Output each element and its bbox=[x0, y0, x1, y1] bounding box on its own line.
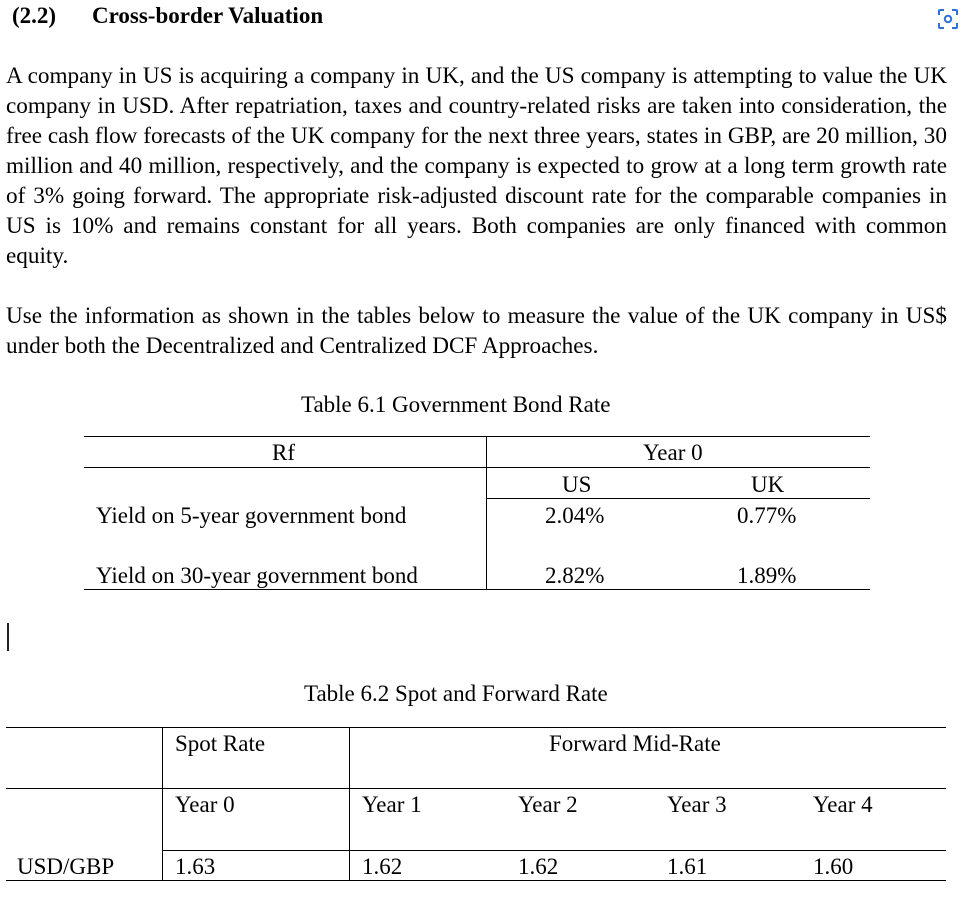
table2-spot-header: Spot Rate bbox=[175, 731, 266, 756]
table2-forward-header: Forward Mid-Rate bbox=[549, 731, 721, 756]
table2-cell: 1.63 bbox=[175, 854, 216, 879]
table1-cell: 2.04% bbox=[545, 503, 605, 528]
table2-label-divider bbox=[162, 727, 163, 881]
table2-year-header: Year 1 bbox=[362, 792, 422, 817]
table2-year-header: Year 4 bbox=[813, 792, 873, 817]
table1-caption: Table 6.1 Government Bond Rate bbox=[301, 392, 611, 417]
instruction-paragraph: Use the information as shown in the tables below to measure the value of the UK company in US$ under both the Decentralized and Centralized DCF Approaches. bbox=[6, 303, 947, 359]
table1-row-label: Yield on 30-year government bond bbox=[96, 563, 418, 588]
table2-bottom-rule bbox=[6, 880, 946, 881]
table1-cell: 0.77% bbox=[737, 503, 797, 528]
section-title: Cross-border Valuation bbox=[92, 3, 324, 28]
table2-year-header: Year 0 bbox=[175, 792, 235, 817]
table2-cell: 1.61 bbox=[667, 854, 708, 879]
table2-year-rule bbox=[162, 850, 946, 851]
table2-year-header: Year 2 bbox=[518, 792, 578, 817]
table1-subheader-rule bbox=[486, 498, 870, 499]
table2-row-label: USD/GBP bbox=[17, 854, 115, 879]
table1-column-us: US bbox=[562, 472, 592, 497]
table2-cell: 1.62 bbox=[518, 854, 559, 879]
table1-column-divider bbox=[486, 436, 487, 590]
scan-focus-icon[interactable] bbox=[937, 8, 959, 30]
table2-cell: 1.60 bbox=[813, 854, 854, 879]
table2-caption: Table 6.2 Spot and Forward Rate bbox=[304, 681, 608, 706]
table2-top-rule bbox=[6, 727, 946, 728]
table1-cell: 2.82% bbox=[545, 563, 605, 588]
table1-bottom-rule bbox=[84, 589, 870, 590]
table2-cell: 1.62 bbox=[362, 854, 403, 879]
table1-header-year: Year 0 bbox=[643, 440, 703, 465]
table2-header-rule bbox=[6, 788, 946, 789]
table2-year-header: Year 3 bbox=[667, 792, 727, 817]
problem-paragraph: A company in US is acquiring a company in UK, and the US company is attempting to value the UK company in USD. After repatriation, taxes and country-related risks are taken into consideration, the free cash flow forecasts of the UK company for the next three years, states in GBP, are 20 million, 30 million and 40 million, respectively, and the company is expected to grow at a long term growth rate of 3% going forward. The appropriate risk-adjusted discount rate for the comparable companies in US is 10% and remains constant for all years. Both companies are only financed with common equity. bbox=[6, 63, 947, 269]
table1-top-rule bbox=[84, 436, 870, 437]
table1-column-uk: UK bbox=[751, 472, 785, 497]
table1-header-rf: Rf bbox=[272, 440, 295, 465]
table2-spot-divider bbox=[349, 727, 350, 881]
text-cursor bbox=[7, 623, 9, 651]
table1-row-label: Yield on 5-year government bond bbox=[96, 503, 407, 528]
section-heading bbox=[12, 3, 323, 29]
table1-header-rule bbox=[84, 467, 870, 468]
section-number: (2.2) bbox=[12, 3, 57, 28]
table1-cell: 1.89% bbox=[737, 563, 797, 588]
